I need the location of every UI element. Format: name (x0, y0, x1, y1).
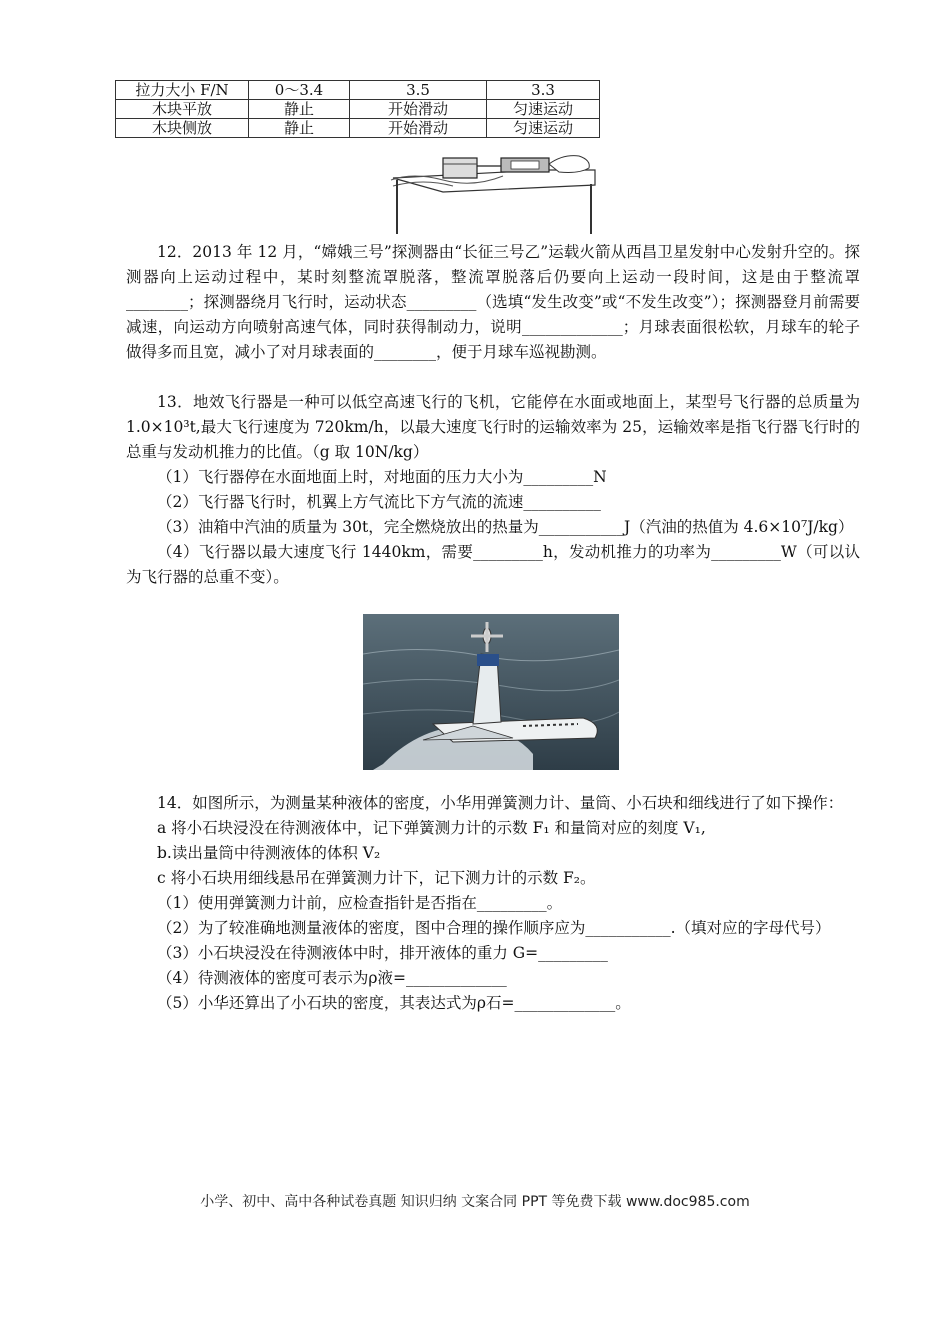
question-12 (126, 240, 860, 365)
friction-table (115, 80, 600, 138)
q12-text: 12．2013 年 12 月，“嫦娥三号”探测器由“长征三号乙”运载火箭从西昌卫星发射中心发射升空的。探测器向上运动过程中，某时刻整流罩脱落，整流罩脱落后仍要向上运动一段时间，这是由于整流罩________；探测器绕月飞行时，运动状态_________（选填“发生改变”或“不发生改变”）；探测器登月前需要减速，向运动方向喷射高速气体，同时获得制动力，说明_____________；月球表面很松软，月球车的轮子做得多而且宽，减小了对月球表面的________，便于月球车巡视勘测。 (126, 243, 860, 361)
table-cell: 木块平放 (116, 100, 249, 119)
q14-step-b: b.读出量筒中待测液体的体积 V₂ (157, 844, 381, 862)
q14-part-2: （2）为了较准确地测量液体的密度，图中合理的操作顺序应为___________.（填对应的字母代号） (157, 919, 831, 937)
question-14 (126, 791, 860, 1016)
q14-step-a: a 将小石块浸没在待测液体中，记下弹簧测力计的示数 F₁ 和量筒对应的刻度 V₁, (157, 819, 706, 837)
table-cell: 开始滑动 (350, 119, 487, 138)
q13-part-1: （1）飞行器停在水面地面上时，对地面的压力大小为_________N (157, 468, 607, 486)
q13-intro: 13．地效飞行器是一种可以低空高速飞行的飞机，它能停在水面或地面上，某型号飞行器的总质量为 1.0×10³t,最大飞行速度为 720km/h，以最大速度飞行时的运输效率为 25，运输效率是指飞行器飞行时的总重与发动机推力的比值。（g 取 10N/kg） (126, 393, 860, 461)
table-cell: 开始滑动 (350, 100, 487, 119)
q13-part-4: （4）飞行器以最大速度飞行 1440km，需要_________h，发动机推力的功率为_________W（可以认为飞行器的总重不变）。 (126, 543, 860, 586)
table-row (116, 119, 600, 138)
q13-part-3: （3）油箱中汽油的质量为 30t，完全燃烧放出的热量为___________J（汽油的热值为 4.6×10⁷J/kg） (157, 518, 854, 536)
table-cell: 匀速运动 (487, 100, 600, 119)
q14-part-4: （4）待测液体的密度可表示为ρ液=_____________ (157, 969, 507, 987)
table-cell: 拉力大小 F/N (116, 81, 249, 100)
question-13 (126, 390, 860, 590)
table-row (116, 81, 600, 100)
q13-part-2: （2）飞行器飞行时，机翼上方气流比下方气流的流速__________ (157, 493, 601, 511)
table-cell: 匀速运动 (487, 119, 600, 138)
q14-part-1: （1）使用弹簧测力计前，应检查指针是否指在_________。 (157, 894, 563, 912)
table-row (116, 100, 600, 119)
page-footer: 小学、初中、高中各种试卷真题 知识归纳 文案合同 PPT 等免费下载 www.doc985.com (200, 1194, 750, 1210)
table-cell: 静止 (249, 100, 350, 119)
table-cell: 3.5 (350, 81, 487, 100)
table-cell: 木块侧放 (116, 119, 249, 138)
q14-part-3: （3）小石块浸没在待测液体中时，排开液体的重力 G=_________ (157, 944, 608, 962)
spring-scale-figure (383, 150, 601, 235)
q14-step-c: c 将小石块用细线悬吊在弹簧测力计下，记下测力计的示数 F₂。 (157, 869, 596, 887)
table-cell: 3.3 (487, 81, 600, 100)
table-cell: 0～3.4 (249, 81, 350, 100)
ekranoplan-photo (363, 614, 619, 770)
table-cell: 静止 (249, 119, 350, 138)
q14-intro: 14．如图所示，为测量某种液体的密度，小华用弹簧测力计、量筒、小石块和细线进行了如下操作： (157, 794, 844, 812)
q14-part-5: （5）小华还算出了小石块的密度，其表达式为ρ石=_____________。 (157, 994, 631, 1012)
